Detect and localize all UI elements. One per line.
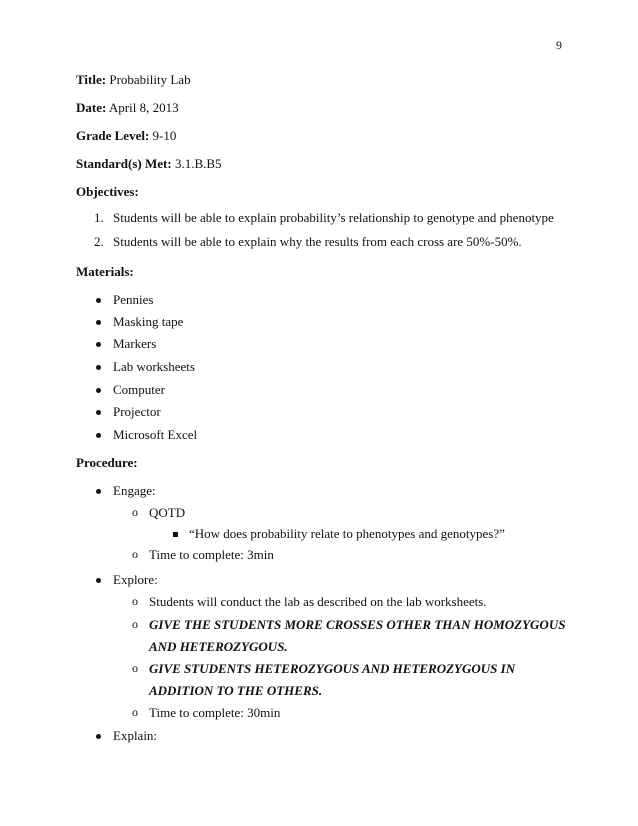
bullet-icon xyxy=(96,489,101,494)
title-value: Probability Lab xyxy=(109,72,191,87)
explore-time: Time to complete: 30min xyxy=(149,705,281,720)
explain-label: Explain: xyxy=(113,728,158,743)
material-item: Projector xyxy=(113,404,161,419)
materials-heading: Materials: xyxy=(76,264,134,279)
objective-number-1: 1. xyxy=(94,210,104,225)
bullet-icon xyxy=(96,734,101,739)
hollow-bullet-icon: o xyxy=(132,505,138,519)
standard-value: 3.1.B.B5 xyxy=(174,156,222,171)
material-item: Computer xyxy=(113,382,165,397)
objective-text-1: Students will be able to explain probability’s relationship to genotype and phenotype xyxy=(113,210,554,225)
bullet-icon xyxy=(96,410,101,415)
explore-label: Explore: xyxy=(113,572,158,587)
date-field xyxy=(76,100,179,116)
grade-value: 9-10 xyxy=(152,128,177,143)
hollow-bullet-icon: o xyxy=(132,617,138,631)
objective-number-2: 2. xyxy=(94,234,104,249)
engage-qotd: QOTD xyxy=(149,505,186,520)
bullet-icon xyxy=(96,342,101,347)
engage-time: Time to complete: 3min xyxy=(149,547,274,562)
hollow-bullet-icon: o xyxy=(132,594,138,608)
bullet-icon xyxy=(96,320,101,325)
bullet-icon xyxy=(96,298,101,303)
standard-field xyxy=(76,156,222,172)
engage-question: “How does probability relate to phenotypes and genotypes?” xyxy=(189,526,505,541)
page-number: 9 xyxy=(556,38,562,52)
objective-text-2: Students will be able to explain why the results from each cross are 50%-50%. xyxy=(113,234,522,249)
title-label: Title: xyxy=(76,72,107,87)
bullet-icon xyxy=(96,433,101,438)
hollow-bullet-icon: o xyxy=(132,705,138,719)
bullet-icon xyxy=(96,365,101,370)
bullet-icon xyxy=(96,578,101,583)
explore-conduct: Students will conduct the lab as described on the lab worksheets. xyxy=(149,594,487,609)
explore-note2-line1: GIVE STUDENTS HETEROZYGOUS AND HETEROZYGOUS IN xyxy=(149,661,516,676)
title-field xyxy=(76,72,191,88)
explore-note1-line1: GIVE THE STUDENTS MORE CROSSES OTHER THAN HOMOZYGOUS xyxy=(149,617,566,632)
grade-field xyxy=(76,128,176,144)
material-item: Microsoft Excel xyxy=(113,427,198,442)
objectives-heading: Objectives: xyxy=(76,184,139,199)
date-value: April 8, 2013 xyxy=(108,100,179,115)
square-bullet-icon xyxy=(173,532,178,537)
material-item: Pennies xyxy=(113,292,154,307)
hollow-bullet-icon: o xyxy=(132,547,138,561)
explore-note2-line2: ADDITION TO THE OTHERS. xyxy=(149,683,323,698)
explore-note1-line2: AND HETEROZYGOUS. xyxy=(149,639,288,654)
date-label: Date: xyxy=(76,100,107,115)
material-item: Lab worksheets xyxy=(113,359,195,374)
engage-label: Engage: xyxy=(113,483,156,498)
material-item: Masking tape xyxy=(113,314,184,329)
hollow-bullet-icon: o xyxy=(132,661,138,675)
material-item: Markers xyxy=(113,336,157,351)
bullet-icon xyxy=(96,388,101,393)
grade-label: Grade Level: xyxy=(76,128,150,143)
standard-label: Standard(s) Met: xyxy=(76,156,172,171)
procedure-heading: Procedure: xyxy=(76,455,138,470)
